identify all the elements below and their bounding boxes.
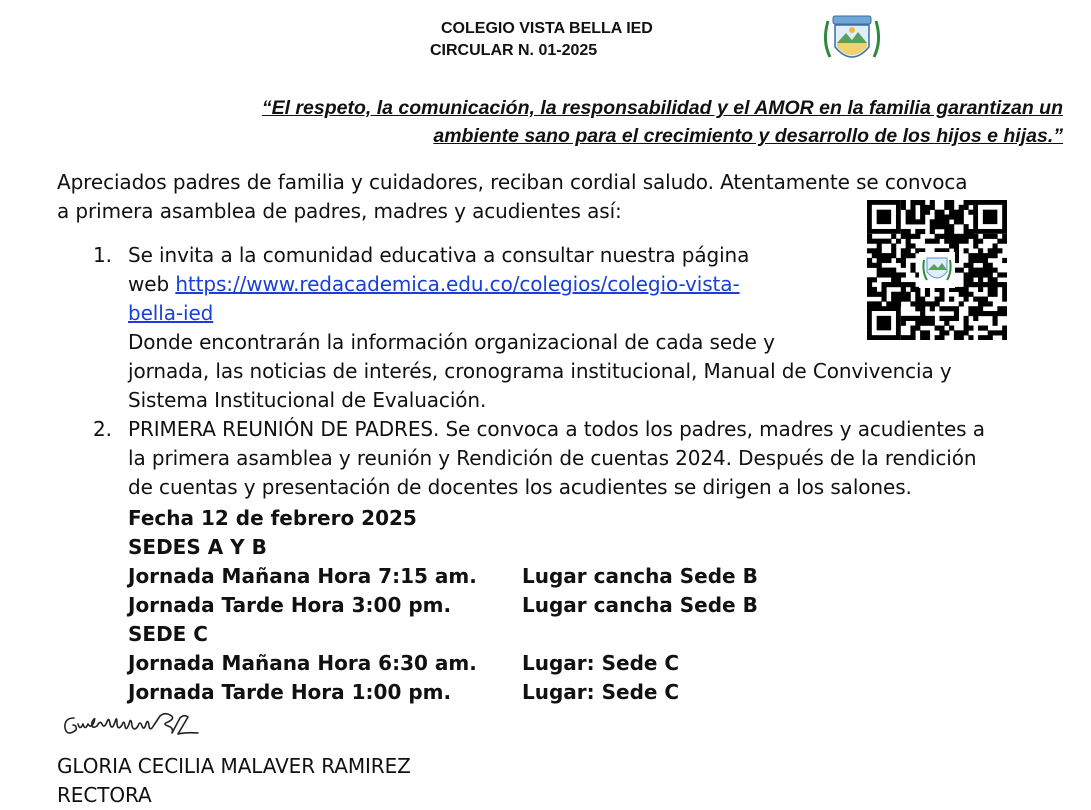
schedule-row-left: Jornada Tarde Hora 1:00 pm. xyxy=(128,680,452,704)
list-number-2: 2. xyxy=(93,417,112,441)
schedule-row-right: Lugar: Sede C xyxy=(522,680,680,704)
schedule-row-right: Lugar cancha Sede B xyxy=(522,593,758,617)
circular-number: CIRCULAR N. 01-2025 xyxy=(430,42,598,59)
meeting-date: Fecha 12 de febrero 2025 xyxy=(128,506,417,530)
motto-line-1: “El respeto, la comunicación, la responsabilidad y el AMOR en la familia garantizan un xyxy=(261,97,1063,119)
item2-line-1: PRIMERA REUNIÓN DE PADRES. Se convoca a todos los padres, madres y acudientes a xyxy=(128,417,985,441)
schedule-row-right: Lugar: Sede C xyxy=(522,651,680,675)
school-crest-logo xyxy=(818,13,886,71)
item2-line-2: la primera asamblea y reunión y Rendición de cuentas 2024. Después de la rendición xyxy=(128,446,977,470)
item1-line-1: Se invita a la comunidad educativa a consultar nuestra página xyxy=(128,243,750,267)
web-prefix: web xyxy=(128,272,176,296)
item1-line-6: Sistema Institucional de Evaluación. xyxy=(128,388,487,412)
item2-line-3: de cuentas y presentación de docentes los acudientes se dirigen a los salones. xyxy=(128,475,912,499)
handwritten-signature xyxy=(60,704,210,744)
schedule-row-left: Jornada Tarde Hora 3:00 pm. xyxy=(128,593,452,617)
list-item-2 xyxy=(128,415,1068,502)
motto-line-2: ambiente sano para el crecimiento y desarrollo de los hijos e hijas.” xyxy=(433,125,1063,147)
schedule-row-left: Jornada Mañana Hora 7:15 am. xyxy=(128,564,477,588)
item1-line-4: Donde encontrarán la información organizacional de cada sede y xyxy=(128,330,775,354)
school-motto xyxy=(123,94,1063,150)
schedule-row-left: Jornada Mañana Hora 6:30 am. xyxy=(128,651,477,675)
schedule-row-right: Lugar cancha Sede B xyxy=(522,564,758,588)
signer-name: GLORIA CECILIA MALAVER RAMIREZ xyxy=(57,754,411,778)
sede-c-title: SEDE C xyxy=(128,622,208,646)
intro-line-2: a primera asamblea de padres, madres y acudientes así: xyxy=(57,199,622,223)
intro-line-1: Apreciados padres de familia y cuidadores, reciban cordial saludo. Atentamente se convoca xyxy=(57,170,968,194)
item1-line-5: jornada, las noticias de interés, cronograma institucional, Manual de Convivencia y xyxy=(128,359,952,383)
item1-web-line xyxy=(128,270,1068,299)
sedes-a-b-title: SEDES A Y B xyxy=(128,535,267,559)
list-number-1: 1. xyxy=(93,243,112,267)
website-link-part-2[interactable]: bella-ied xyxy=(128,301,214,325)
website-link-part-1[interactable]: https://www.redacademica.edu.co/colegios/colegio-vista- xyxy=(175,272,740,296)
school-name: COLEGIO VISTA BELLA IED xyxy=(441,20,653,37)
list-item-1 xyxy=(128,241,1068,415)
signer-role: RECTORA xyxy=(57,783,152,807)
